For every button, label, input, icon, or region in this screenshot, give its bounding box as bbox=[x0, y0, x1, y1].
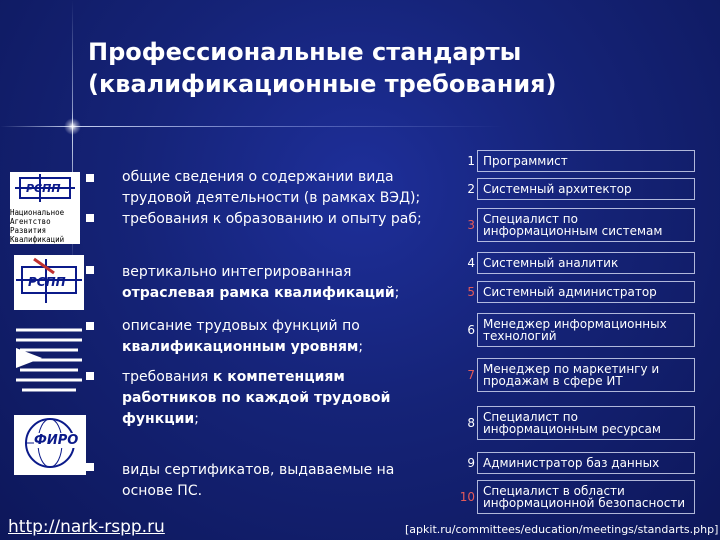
bullet-item-framework bbox=[122, 262, 422, 304]
row-border bbox=[477, 281, 695, 303]
profession-number: 5 bbox=[467, 285, 475, 299]
wave-logo bbox=[12, 318, 86, 398]
profession-number: 1 bbox=[467, 154, 475, 168]
row-border bbox=[477, 406, 695, 440]
title-line: Профессиональные стандарты (квалификационные требования) bbox=[88, 38, 557, 98]
row-border bbox=[477, 150, 695, 172]
decor-horizontal-line bbox=[0, 126, 720, 127]
profession-label: Менеджер информационных технологий bbox=[483, 317, 667, 343]
bullet-marker bbox=[86, 266, 94, 274]
profession-number: 6 bbox=[467, 323, 475, 337]
logo1-caption: Национальное Агентство Развития Квалификаций bbox=[10, 208, 65, 244]
profession-number: 9 bbox=[467, 456, 475, 470]
profession-number: 3 bbox=[467, 218, 475, 232]
bullet-item-competencies bbox=[122, 367, 402, 430]
profession-number: 8 bbox=[467, 416, 475, 430]
bullet-item-certificates: виды сертификатов, выдаваемые на основе ПС. bbox=[122, 462, 395, 499]
bullet-marker bbox=[86, 174, 94, 182]
bullet-item-education: требования к образованию и опыту раб; bbox=[122, 211, 422, 227]
waves-icon bbox=[12, 318, 86, 398]
logo1-mark: РСПП bbox=[26, 182, 61, 195]
profession-label: Специалист в области информационной безопасности bbox=[483, 484, 686, 510]
profession-label: Системный аналитик bbox=[483, 256, 619, 270]
profession-row bbox=[445, 281, 695, 303]
profession-number: 7 bbox=[467, 368, 475, 382]
item-text: ; bbox=[194, 411, 199, 427]
row-border bbox=[477, 178, 695, 200]
bullet-item-general: общие сведения о содержании вида трудовой деятельности (в рамках ВЭД); bbox=[122, 169, 421, 206]
item-text: ; bbox=[358, 339, 364, 355]
bullet-marker bbox=[86, 214, 94, 222]
profession-label: Программист bbox=[483, 154, 568, 168]
row-border bbox=[477, 358, 695, 392]
rspp-logo bbox=[14, 255, 84, 310]
nark-rspp-link[interactable]: http://nark-rspp.ru bbox=[8, 517, 165, 537]
profession-row bbox=[445, 358, 695, 392]
profession-label: Специалист по информационным системам bbox=[483, 212, 663, 238]
profession-number: 4 bbox=[467, 256, 475, 270]
nark-logo bbox=[10, 172, 80, 244]
profession-label: Системный администратор bbox=[483, 285, 657, 299]
profession-row bbox=[445, 178, 695, 200]
profession-row bbox=[445, 150, 695, 172]
row-border bbox=[477, 252, 695, 274]
profession-number: 2 bbox=[467, 182, 475, 196]
item-text: ; bbox=[394, 285, 400, 301]
source-citation: [apkit.ru/committees/education/meetings/standarts.php] bbox=[405, 523, 719, 536]
profession-row bbox=[445, 406, 695, 440]
profession-row bbox=[445, 252, 695, 274]
item-text: вертикально интегрированная bbox=[122, 264, 352, 280]
profession-row bbox=[445, 208, 695, 242]
profession-label: Администратор баз данных bbox=[483, 456, 660, 470]
item-bold: отраслевая рамка квалификаций bbox=[122, 285, 395, 301]
profession-label: Специалист по информационным ресурсам bbox=[483, 410, 661, 436]
profession-number: 10 bbox=[459, 490, 475, 504]
bullet-marker bbox=[86, 322, 94, 330]
decor-sparkle bbox=[64, 118, 81, 135]
row-border bbox=[477, 313, 695, 347]
profession-label: Менеджер по маркетингу и продажам в сфере ИТ bbox=[483, 362, 660, 388]
bullet-item-functions bbox=[122, 316, 402, 358]
item-bold: к компетенциям работников по каждой трудовой функции bbox=[122, 369, 391, 427]
row-border bbox=[477, 208, 695, 242]
item-text: описание трудовых функций по bbox=[122, 318, 360, 334]
firo-logo bbox=[14, 415, 86, 475]
bullet-marker bbox=[86, 463, 94, 471]
logo3-mark: ФИРО bbox=[34, 433, 79, 448]
profession-row bbox=[445, 452, 695, 474]
row-border bbox=[477, 452, 695, 474]
slide-title bbox=[88, 36, 708, 100]
profession-row bbox=[445, 480, 695, 514]
profession-label: Системный архитектор bbox=[483, 182, 632, 196]
item-bold: квалификационным уровням bbox=[122, 339, 359, 355]
row-border bbox=[477, 480, 695, 514]
logo2-mark: РСПП bbox=[28, 275, 66, 289]
item-text: требования bbox=[122, 369, 213, 385]
bullet-marker bbox=[86, 372, 94, 380]
profession-row bbox=[445, 313, 695, 347]
